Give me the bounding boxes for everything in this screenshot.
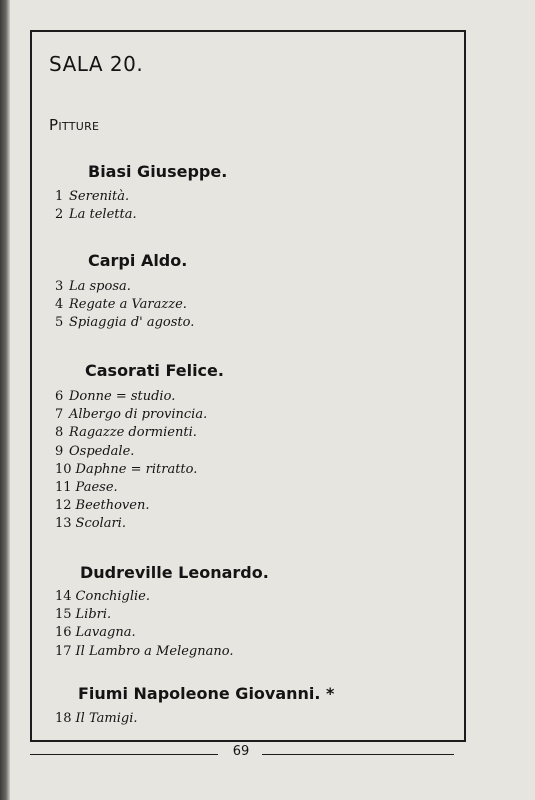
works-list bbox=[55, 388, 207, 534]
section-label: Pitture bbox=[49, 116, 100, 134]
page-binding-shadow bbox=[0, 0, 10, 800]
list-item: 12 Beethoven. bbox=[55, 498, 150, 514]
list-item: 5 Spiaggia d' agosto. bbox=[55, 315, 195, 331]
list-item: 2 La teletta. bbox=[55, 207, 137, 223]
page-number: 69 bbox=[232, 744, 250, 759]
list-item: 9 Ospedale. bbox=[55, 443, 135, 459]
list-item: 15 Libri. bbox=[55, 607, 112, 623]
footer-rule-left bbox=[30, 754, 218, 755]
list-item: 18 Il Tamigi. bbox=[55, 711, 138, 726]
catalog-frame bbox=[30, 30, 466, 742]
list-item: 10 Daphne = ritratto. bbox=[55, 461, 198, 477]
artist-name: Carpi Aldo. bbox=[88, 251, 188, 270]
artist-name: Biasi Giuseppe. bbox=[88, 162, 228, 181]
artist-name: Fiumi Napoleone Giovanni. * bbox=[78, 684, 335, 703]
artist-name: Casorati Felice. bbox=[85, 361, 224, 380]
works-list bbox=[55, 588, 233, 661]
footer-rule-right bbox=[262, 754, 454, 755]
list-item: 4 Regate a Varazze. bbox=[55, 297, 187, 313]
list-item: 16 Lavagna. bbox=[55, 625, 136, 641]
list-item: 17 Il Lambro a Melegnano. bbox=[55, 643, 234, 659]
list-item: 1 Serenità. bbox=[55, 189, 130, 204]
room-title: SALA 20. bbox=[49, 52, 144, 76]
list-item: 7 Albergo di provincia. bbox=[55, 407, 208, 423]
works-list bbox=[55, 710, 137, 728]
works-list bbox=[55, 278, 194, 333]
artist-name: Dudreville Leonardo. bbox=[80, 563, 269, 582]
page-footer bbox=[0, 744, 535, 764]
list-item: 8 Ragazze dormienti. bbox=[55, 425, 197, 441]
list-item: 14 Conchiglie. bbox=[55, 589, 150, 604]
list-item: 6 Donne = studio. bbox=[55, 389, 176, 404]
list-item: 13 Scolari. bbox=[55, 516, 126, 532]
works-list bbox=[55, 188, 137, 224]
list-item: 3 La sposa. bbox=[55, 279, 131, 294]
list-item: 11 Paese. bbox=[55, 480, 118, 496]
